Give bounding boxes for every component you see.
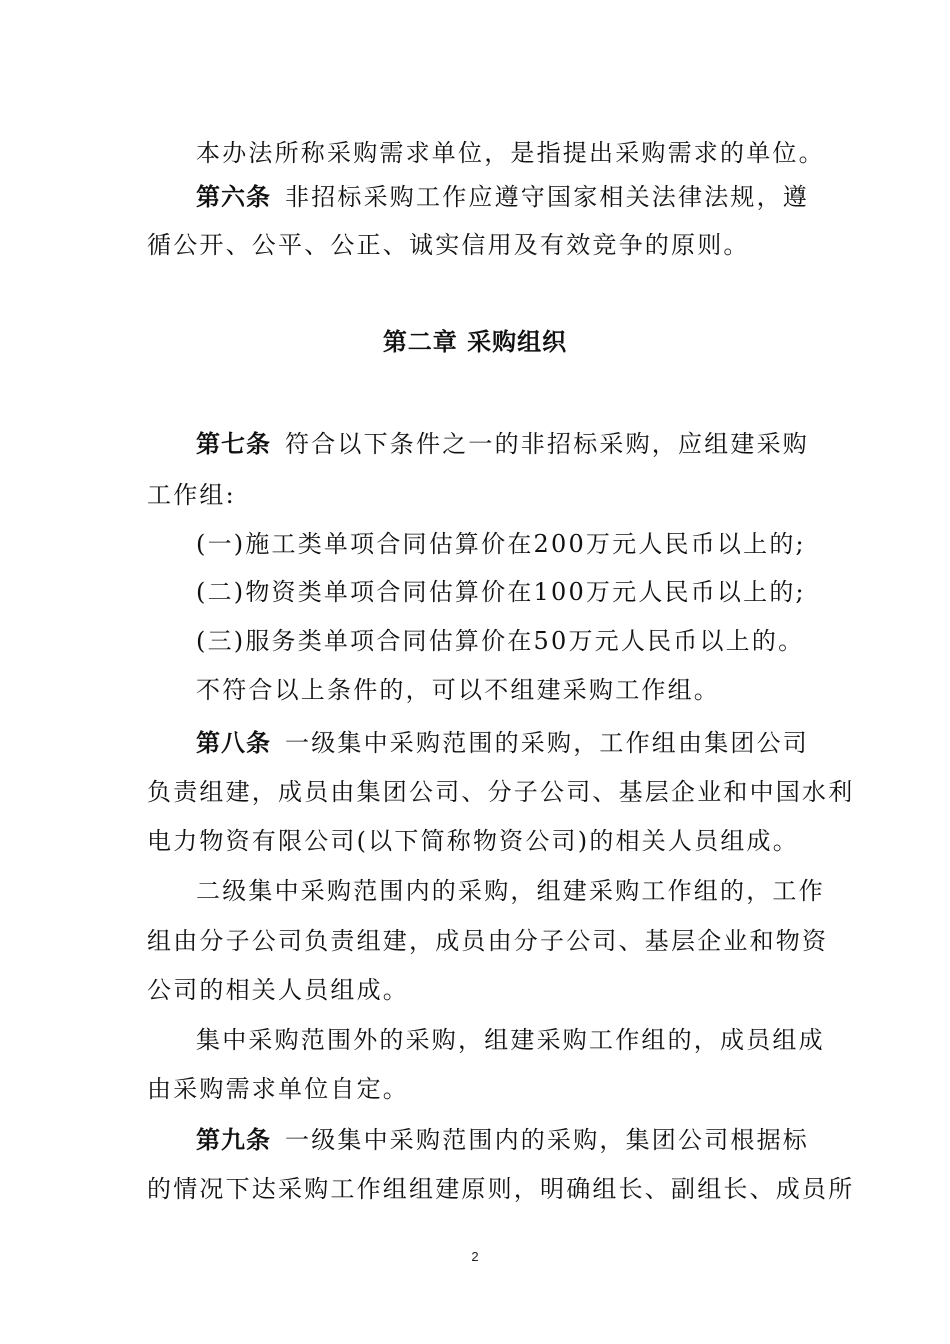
list-item: (一)施工类单项合同估算价在200万元人民币以上的; — [196, 530, 806, 558]
page-number: 2 — [471, 1249, 479, 1264]
article-heading: 第八条 — [196, 729, 271, 757]
article-heading: 第七条 — [196, 430, 271, 458]
paragraph-line: 第九条 一级集中采购范围内的采购，集团公司根据标 — [196, 1126, 809, 1154]
article-heading: 第九条 — [196, 1126, 271, 1154]
paragraph-line: 第八条 一级集中采购范围的采购，工作组由集团公司 — [196, 729, 809, 757]
paragraph-line: 由采购需求单位自定。 — [147, 1075, 409, 1103]
list-item: (三)服务类单项合同估算价在50万元人民币以上的。 — [196, 627, 805, 655]
list-item: (二)物资类单项合同估算价在100万元人民币以上的; — [196, 578, 806, 606]
paragraph-line: 不符合以上条件的，可以不组建采购工作组。 — [196, 676, 720, 704]
paragraph-line: 第六条 非招标采购工作应遵守国家相关法律法规，遵 — [196, 183, 809, 211]
paragraph-line: 公司的相关人员组成。 — [147, 976, 409, 1004]
paragraph-line: 循公开、公平、公正、诚实信用及有效竞争的原则。 — [147, 231, 750, 259]
paragraph-line: 集中采购范围外的采购，组建采购工作组的，成员组成 — [196, 1026, 825, 1054]
paragraph-line: 的情况下达采购工作组组建原则，明确组长、副组长、成员所 — [147, 1175, 855, 1203]
article-heading: 第六条 — [196, 183, 271, 211]
paragraph-line: 工作组: — [147, 481, 236, 509]
paragraph-line: 负责组建，成员由集团公司、分子公司、基层企业和中国水利 — [147, 778, 855, 806]
paragraph-line: 二级集中采购范围内的采购，组建采购工作组的，工作 — [196, 877, 825, 905]
chapter-title: 第二章 采购组织 — [382, 328, 568, 356]
paragraph-line: 电力物资有限公司(以下简称物资公司)的相关人员组成。 — [147, 827, 799, 855]
paragraph-line: 组由分子公司负责组建，成员由分子公司、基层企业和物资 — [147, 927, 829, 955]
paragraph-line: 第七条 符合以下条件之一的非招标采购，应组建采购 — [196, 430, 809, 458]
paragraph-line: 本办法所称采购需求单位，是指提出采购需求的单位。 — [196, 139, 825, 167]
